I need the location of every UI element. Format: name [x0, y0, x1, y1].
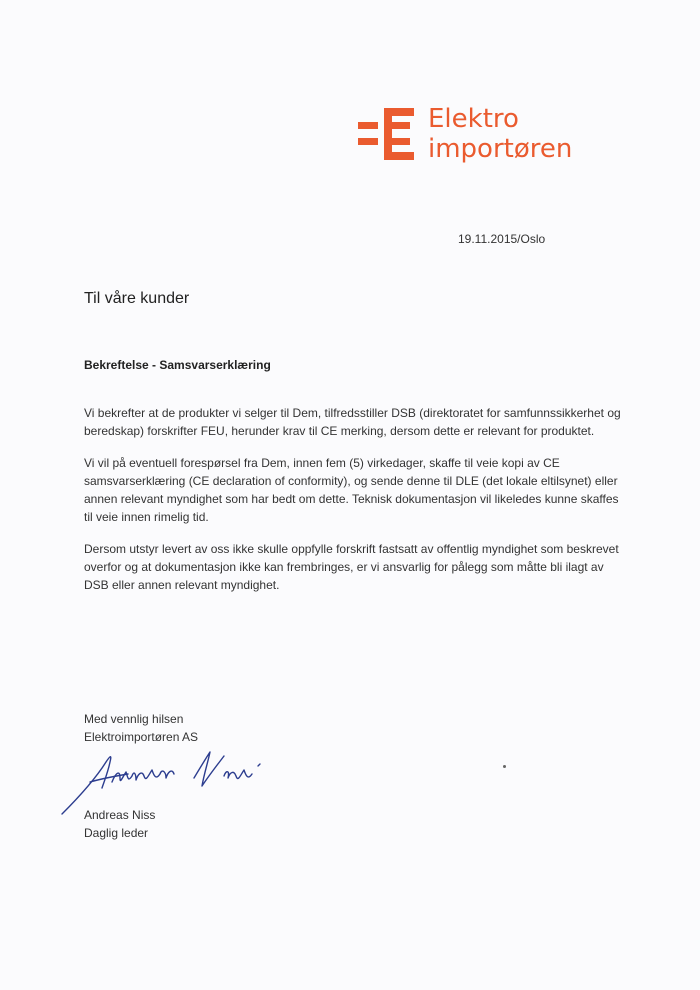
paragraph-2: Vi vil på eventuell forespørsel fra Dem, innen fem (5) virkedager, skaffe til veie kopi av CE samsvarserklæring (CE declaration of conformity), og sende denne til DLE (det lokale eltilsynet) eller annen relevant myndighet som har bedt om dette. Teknisk dokumentasjon vil likeledes kunne skaffes til veie innen rimelig tid.: [84, 456, 619, 524]
signer-name: Andreas Niss: [84, 808, 156, 822]
letter-date: 19.11.2015/Oslo: [458, 232, 546, 246]
closing: [84, 710, 198, 746]
elektroimportoren-logo-mark-icon: [358, 108, 414, 160]
signer-title: Daglig leder: [84, 826, 149, 840]
company-logo: [358, 104, 572, 164]
greeting: Til våre kunder: [84, 290, 190, 307]
letter-body: [84, 404, 624, 608]
logo-line-2: importøren: [428, 134, 573, 164]
scan-speck: [503, 765, 506, 768]
subject-line: Bekreftelse - Samsvarserklæring: [84, 358, 271, 372]
paragraph-3: Dersom utstyr levert av oss ikke skulle oppfylle forskrift fastsatt av offentlig myndighet som beskrevet overfor og at dokumentasjon ikke kan frembringes, er vi ansvarlig for pålegg som måtte bli ilagt av DSB eller annen relevant myndighet.: [84, 542, 619, 592]
logo-wordmark: [428, 104, 572, 164]
paragraph-1: Vi bekrefter at de produkter vi selger til Dem, tilfredsstiller DSB (direktoratet for samfunnssikkerhet og beredskap) forskrifter FEU, herunder krav til CE merking, dersom dette er relevant for produktet.: [84, 406, 621, 438]
signer-block: [84, 806, 155, 842]
closing-salutation: Med vennlig hilsen: [84, 712, 184, 726]
closing-company: Elektroimportøren AS: [84, 730, 199, 744]
logo-line-1: Elektro: [428, 104, 519, 134]
